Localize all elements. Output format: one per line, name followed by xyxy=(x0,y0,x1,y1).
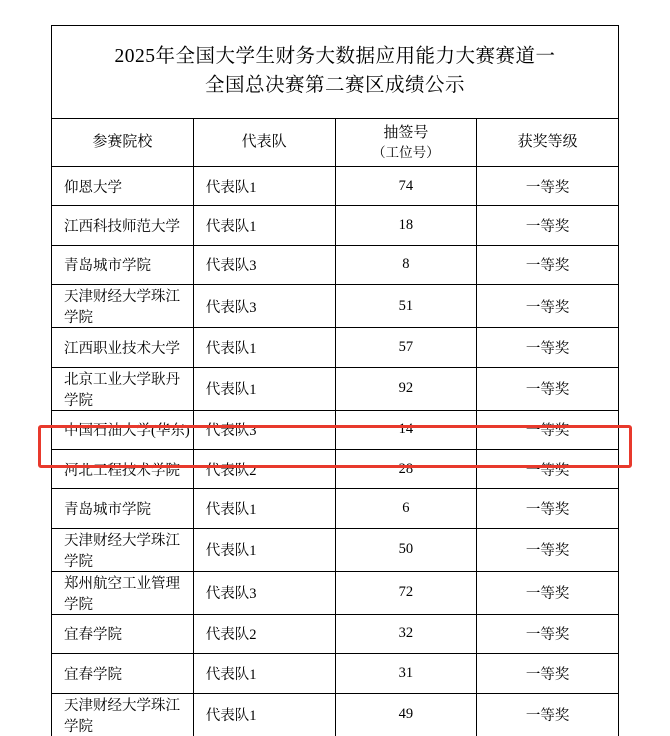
cell-draw-number: 50 xyxy=(335,528,477,571)
cell-team: 代表队1 xyxy=(193,206,335,245)
cell-team: 代表队1 xyxy=(193,328,335,367)
table-row xyxy=(52,245,619,284)
cell-award: 一等奖 xyxy=(477,285,619,328)
column-header-award: 获奖等级 xyxy=(477,119,619,167)
cell-draw-number: 18 xyxy=(335,206,477,245)
table-row xyxy=(52,614,619,653)
cell-school: 江西科技师范大学 xyxy=(52,206,194,245)
cell-team: 代表队3 xyxy=(193,410,335,449)
table-row xyxy=(52,654,619,693)
table-row-highlighted xyxy=(52,449,619,488)
title-line-1: 2025年全国大学生财务大数据应用能力大赛赛道一 xyxy=(114,46,556,67)
table-row xyxy=(52,410,619,449)
cell-draw-number: 57 xyxy=(335,328,477,367)
table-row xyxy=(52,528,619,571)
cell-team: 代表队2 xyxy=(193,614,335,653)
title-row xyxy=(52,26,619,119)
cell-draw-number: 14 xyxy=(335,410,477,449)
cell-school: 宜春学院 xyxy=(52,614,194,653)
cell-school: 河北工程技术学院 xyxy=(52,449,194,488)
cell-team: 代表队2 xyxy=(193,449,335,488)
cell-draw-number: 74 xyxy=(335,167,477,206)
table-row xyxy=(52,206,619,245)
cell-school: 宜春学院 xyxy=(52,654,194,693)
column-header-draw-number xyxy=(335,119,477,167)
table-row xyxy=(52,167,619,206)
cell-award: 一等奖 xyxy=(477,410,619,449)
cell-draw-number: 6 xyxy=(335,489,477,528)
table-header-row xyxy=(52,119,619,167)
cell-team: 代表队1 xyxy=(193,367,335,410)
cell-award: 一等奖 xyxy=(477,654,619,693)
cell-school: 中国石油大学(华东) xyxy=(52,410,194,449)
cell-award: 一等奖 xyxy=(477,528,619,571)
cell-school: 北京工业大学耿丹学院 xyxy=(52,367,194,410)
results-table-body xyxy=(52,26,619,736)
cell-award: 一等奖 xyxy=(477,328,619,367)
cell-draw-number: 28 xyxy=(335,449,477,488)
title-line-2: 全国总决赛第二赛区成绩公示 xyxy=(204,75,465,96)
table-row xyxy=(52,367,619,410)
cell-draw-number: 92 xyxy=(335,367,477,410)
cell-school: 天津财经大学珠江学院 xyxy=(52,528,194,571)
cell-draw-number: 8 xyxy=(335,245,477,284)
column-header-draw-number-sub: （工位号） xyxy=(372,144,440,160)
cell-award: 一等奖 xyxy=(477,367,619,410)
cell-award: 一等奖 xyxy=(477,693,619,736)
cell-draw-number: 31 xyxy=(335,654,477,693)
cell-school: 天津财经大学珠江学院 xyxy=(52,693,194,736)
cell-draw-number: 32 xyxy=(335,614,477,653)
cell-team: 代表队1 xyxy=(193,528,335,571)
cell-award: 一等奖 xyxy=(477,571,619,614)
cell-team: 代表队3 xyxy=(193,571,335,614)
cell-school: 仰恩大学 xyxy=(52,167,194,206)
cell-school: 青岛城市学院 xyxy=(52,489,194,528)
column-header-school: 参赛院校 xyxy=(52,119,194,167)
cell-team: 代表队3 xyxy=(193,245,335,284)
cell-award: 一等奖 xyxy=(477,489,619,528)
cell-team: 代表队1 xyxy=(193,654,335,693)
cell-school: 郑州航空工业管理学院 xyxy=(52,571,194,614)
column-header-team: 代表队 xyxy=(193,119,335,167)
cell-draw-number: 49 xyxy=(335,693,477,736)
cell-draw-number: 72 xyxy=(335,571,477,614)
cell-award: 一等奖 xyxy=(477,167,619,206)
cell-award: 一等奖 xyxy=(477,614,619,653)
cell-team: 代表队3 xyxy=(193,285,335,328)
cell-award: 一等奖 xyxy=(477,449,619,488)
table-row xyxy=(52,489,619,528)
cell-team: 代表队1 xyxy=(193,693,335,736)
document-title xyxy=(52,26,619,119)
table-row xyxy=(52,285,619,328)
cell-award: 一等奖 xyxy=(477,245,619,284)
results-table xyxy=(51,25,619,736)
table-row xyxy=(52,328,619,367)
cell-school: 青岛城市学院 xyxy=(52,245,194,284)
table-row xyxy=(52,693,619,736)
cell-draw-number: 51 xyxy=(335,285,477,328)
cell-school: 天津财经大学珠江学院 xyxy=(52,285,194,328)
cell-award: 一等奖 xyxy=(477,206,619,245)
table-row xyxy=(52,571,619,614)
cell-school: 江西职业技术大学 xyxy=(52,328,194,367)
column-header-draw-number-main: 抽签号 xyxy=(383,124,429,141)
cell-team: 代表队1 xyxy=(193,167,335,206)
cell-team: 代表队1 xyxy=(193,489,335,528)
results-table-container xyxy=(51,25,619,736)
